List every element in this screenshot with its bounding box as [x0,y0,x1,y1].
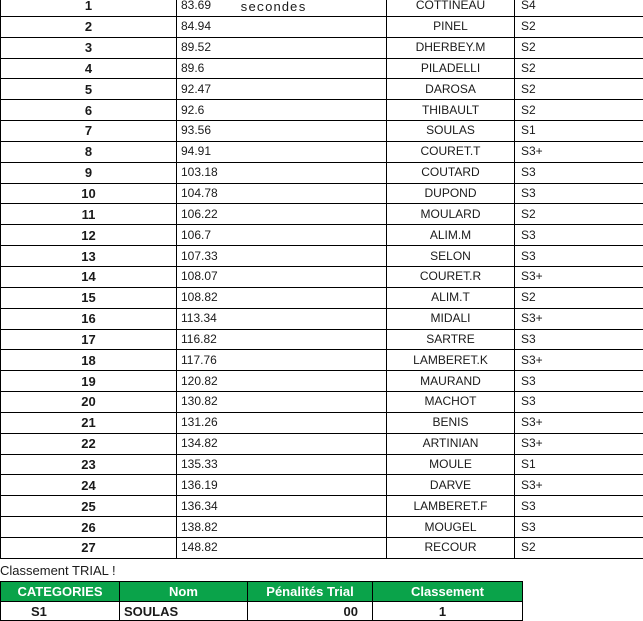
time-cell: 107.33 [177,246,387,267]
category-cell: S2 [515,16,643,37]
rank-cell: 19 [1,371,177,392]
name-cell: PINEL [387,16,515,37]
table-row [1,204,643,225]
category-cell: S3 [515,392,643,413]
category-cell: S3 [515,162,643,183]
rank-cell: 3 [1,37,177,58]
name-cell: DAROSA [387,79,515,100]
trial-cell-name: SOULAS [120,602,248,621]
category-cell: S3 [515,183,643,204]
units-label: secondes [240,0,306,16]
category-cell: S3+ [515,412,643,433]
name-cell: MACHOT [387,392,515,413]
name-cell: DHERBEY.M [387,37,515,58]
time-cell: 84.94 [177,16,387,37]
name-cell: SELON [387,246,515,267]
time-cell: 136.19 [177,475,387,496]
name-cell: SARTRE [387,329,515,350]
table-row [1,475,643,496]
rank-cell: 23 [1,454,177,475]
category-cell: S2 [515,79,643,100]
time-cell: 117.76 [177,350,387,371]
table-row [1,287,643,308]
table-row [1,37,643,58]
category-cell: S3+ [515,266,643,287]
name-cell: THIBAULT [387,100,515,121]
time-cell: 134.82 [177,433,387,454]
table-row [1,100,643,121]
name-cell: DUPOND [387,183,515,204]
name-cell: PILADELLI [387,58,515,79]
table-row [1,392,643,413]
table-row [1,537,643,558]
table-row [1,141,643,162]
table-row [1,266,643,287]
category-cell: S3 [515,371,643,392]
table-row [1,517,643,538]
trial-cell-rank: 1 [373,602,523,621]
name-cell: MOULE [387,454,515,475]
category-cell: S3+ [515,475,643,496]
time-cell: 135.33 [177,454,387,475]
name-cell: COUTARD [387,162,515,183]
rank-cell: 22 [1,433,177,454]
rank-cell: 2 [1,16,177,37]
category-cell: S4 [515,0,643,16]
category-cell: S3+ [515,433,643,454]
name-cell: MOULARD [387,204,515,225]
time-cell: 106.7 [177,225,387,246]
time-cell: 120.82 [177,371,387,392]
rank-cell: 4 [1,58,177,79]
table-row [1,412,643,433]
time-cell: 116.82 [177,329,387,350]
rank-cell: 9 [1,162,177,183]
name-cell: BENIS [387,412,515,433]
table-row [1,0,643,16]
name-cell: RECOUR [387,537,515,558]
name-cell: ARTINIAN [387,433,515,454]
time-cell: 148.82 [177,537,387,558]
table-row [1,16,643,37]
name-cell: COURET.R [387,266,515,287]
category-cell: S2 [515,100,643,121]
time-cell: 83.69 [177,0,387,16]
rank-cell: 1 [1,0,177,16]
name-cell: MOUGEL [387,517,515,538]
category-cell: S2 [515,537,643,558]
time-cell: 131.26 [177,412,387,433]
rank-cell: 24 [1,475,177,496]
category-cell: S1 [515,121,643,142]
rank-cell: 11 [1,204,177,225]
name-cell: DARVE [387,475,515,496]
rank-cell: 26 [1,517,177,538]
table-row [1,58,643,79]
trial-row [1,602,523,621]
category-cell: S2 [515,37,643,58]
table-row [1,496,643,517]
category-cell: S3+ [515,350,643,371]
trial-section-title: Classement TRIAL ! [0,563,116,579]
time-cell: 93.56 [177,121,387,142]
time-cell: 94.91 [177,141,387,162]
table-row [1,246,643,267]
time-cell: 89.52 [177,37,387,58]
rank-cell: 20 [1,392,177,413]
rank-cell: 15 [1,287,177,308]
table-row [1,308,643,329]
rank-cell: 6 [1,100,177,121]
name-cell: SOULAS [387,121,515,142]
time-cell: 108.07 [177,266,387,287]
table-row [1,350,643,371]
rank-cell: 10 [1,183,177,204]
rank-cell: 17 [1,329,177,350]
table-row [1,371,643,392]
rank-cell: 18 [1,350,177,371]
name-cell: MIDALI [387,308,515,329]
trial-header-rank: Classement [373,582,523,602]
time-cell: 104.78 [177,183,387,204]
category-cell: S3 [515,517,643,538]
category-cell: S3+ [515,141,643,162]
table-row [1,162,643,183]
rank-cell: 7 [1,121,177,142]
rank-cell: 25 [1,496,177,517]
table-row [1,183,643,204]
rank-cell: 14 [1,266,177,287]
trial-header-name: Nom [120,582,248,602]
rank-cell: 21 [1,412,177,433]
rank-cell: 8 [1,141,177,162]
category-cell: S3 [515,329,643,350]
table-row [1,433,643,454]
name-cell: LAMBERET.F [387,496,515,517]
rank-cell: 5 [1,79,177,100]
time-cell: 92.47 [177,79,387,100]
category-cell: S3 [515,225,643,246]
time-cell: 130.82 [177,392,387,413]
name-cell: MAURAND [387,371,515,392]
trial-table [0,581,523,621]
name-cell: COTTINEAU [387,0,515,16]
category-cell: S3 [515,246,643,267]
rank-cell: 12 [1,225,177,246]
name-cell: LAMBERET.K [387,350,515,371]
time-cell: 138.82 [177,517,387,538]
time-cell: 92.6 [177,100,387,121]
time-cell: 136.34 [177,496,387,517]
time-cell: 89.6 [177,58,387,79]
trial-header-penalties: Pénalités Trial [248,582,373,602]
trial-cell-category: S1 [1,602,120,621]
name-cell: ALIM.M [387,225,515,246]
table-row [1,79,643,100]
category-cell: S2 [515,204,643,225]
time-cell: 108.82 [177,287,387,308]
trial-header-row [1,582,523,602]
category-cell: S3 [515,496,643,517]
rank-cell: 16 [1,308,177,329]
table-row [1,225,643,246]
time-cell: 103.18 [177,162,387,183]
name-cell: COURET.T [387,141,515,162]
category-cell: S2 [515,287,643,308]
time-cell: 106.22 [177,204,387,225]
category-cell: S1 [515,454,643,475]
table-row [1,329,643,350]
rank-cell: 27 [1,537,177,558]
name-cell: ALIM.T [387,287,515,308]
category-cell: S2 [515,58,643,79]
trial-header-categories: CATEGORIES [1,582,120,602]
time-cell: 113.34 [177,308,387,329]
category-cell: S3+ [515,308,643,329]
table-row [1,454,643,475]
rank-cell: 13 [1,246,177,267]
table-row [1,121,643,142]
trial-cell-penalties: 00 [248,602,373,621]
